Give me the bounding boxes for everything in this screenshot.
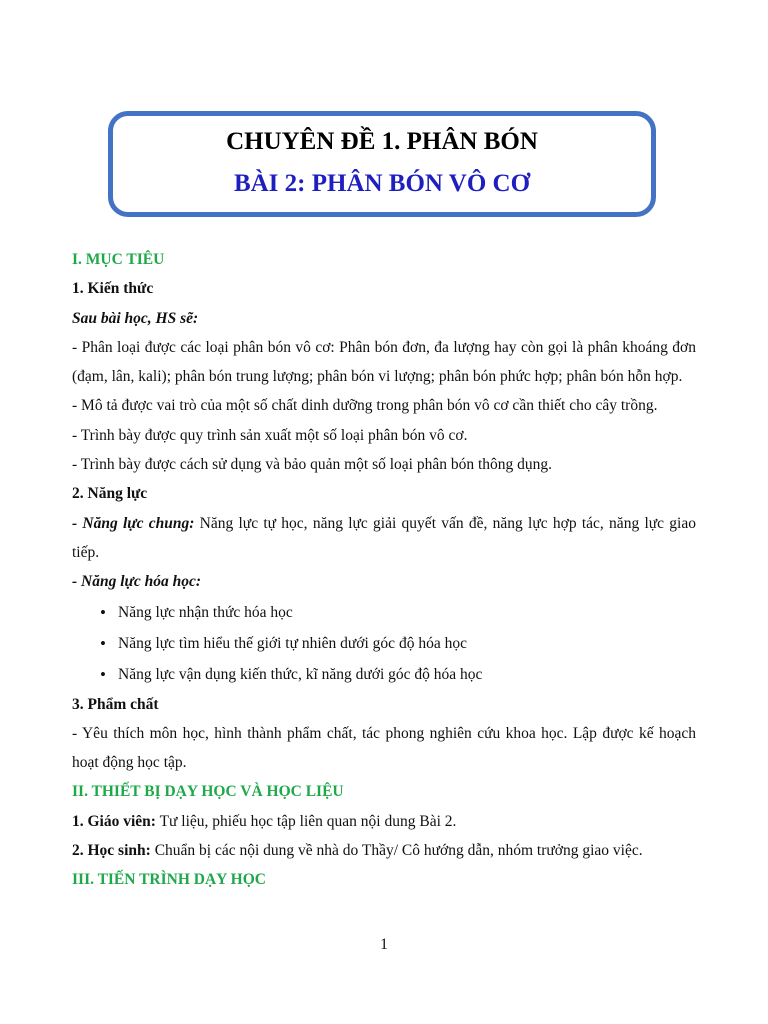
- section-heading-process: III. TIẾN TRÌNH DẠY HỌC: [72, 871, 266, 889]
- teacher-paragraph: [72, 807, 696, 836]
- subheading-knowledge: 1. Kiến thức: [72, 280, 154, 298]
- knowledge-item: - Phân loại được các loại phân bón vô cơ: Phân bón đơn, đa lượng hay còn gọi là phân khoáng đơn (đạm, lân, kali); phân bón trung lượng; phân bón vi lượng; phân bón phức hợp; phân bón hỗn hợp.: [72, 338, 696, 386]
- list-item: • Năng lực tìm hiểu thế giới tự nhiên dưới góc độ hóa học: [72, 628, 696, 659]
- quality-text: - Yêu thích môn học, hình thành phẩm chất, tác phong nghiên cứu khoa học. Lập được kế hoạch hoạt động học tập.: [72, 724, 696, 772]
- student-text: Chuẩn bị các nội dung về nhà do Thầy/ Cô hướng dẫn, nhóm trưởng giao việc.: [150, 842, 643, 860]
- general-competence-label: - Năng lực chung:: [72, 514, 195, 532]
- teacher-label: 1. Giáo viên:: [72, 812, 156, 830]
- chem-competence-list: [72, 597, 696, 690]
- knowledge-intro: Sau bài học, HS sẽ:: [72, 309, 199, 327]
- knowledge-item: - Mô tả được vai trò của một số chất dinh dưỡng trong phân bón vô cơ cần thiết cho cây trồng.: [72, 397, 658, 415]
- section-heading-equipment: II. THIẾT BỊ DẠY HỌC VÀ HỌC LIỆU: [72, 783, 344, 801]
- student-paragraph: [72, 836, 696, 865]
- general-competence-paragraph: [72, 509, 696, 568]
- chem-competence-label: - Năng lực hóa học:: [72, 573, 201, 591]
- topic-title: CHUYÊN ĐỀ 1. PHÂN BÓN: [226, 128, 538, 155]
- subheading-competence: 2. Năng lực: [72, 485, 148, 503]
- list-item: • Năng lực vận dụng kiến thức, kĩ năng dưới góc độ hóa học: [72, 659, 696, 690]
- subheading-quality: 3. Phẩm chất: [72, 695, 159, 713]
- lesson-title: BÀI 2: PHÂN BÓN VÔ CƠ: [233, 170, 531, 197]
- title-box: [108, 111, 656, 217]
- page-number: 1: [380, 936, 388, 953]
- knowledge-item: - Trình bày được quy trình sản xuất một số loại phân bón vô cơ.: [72, 426, 468, 444]
- list-item: • Năng lực nhận thức hóa học: [72, 597, 696, 628]
- knowledge-item: - Trình bày được cách sử dụng và bảo quản một số loại phân bón thông dụng.: [72, 456, 553, 474]
- section-heading-objectives: I. MỤC TIÊU: [72, 251, 165, 268]
- teacher-text: Tư liệu, phiếu học tập liên quan nội dung Bài 2.: [155, 812, 457, 830]
- document-body: [72, 245, 696, 895]
- general-competence-text: Năng lực tự học, năng lực giải quyết vấn đề, năng lực hợp tác, năng lực giao tiếp.: [72, 514, 696, 561]
- student-label: 2. Học sinh:: [72, 842, 151, 860]
